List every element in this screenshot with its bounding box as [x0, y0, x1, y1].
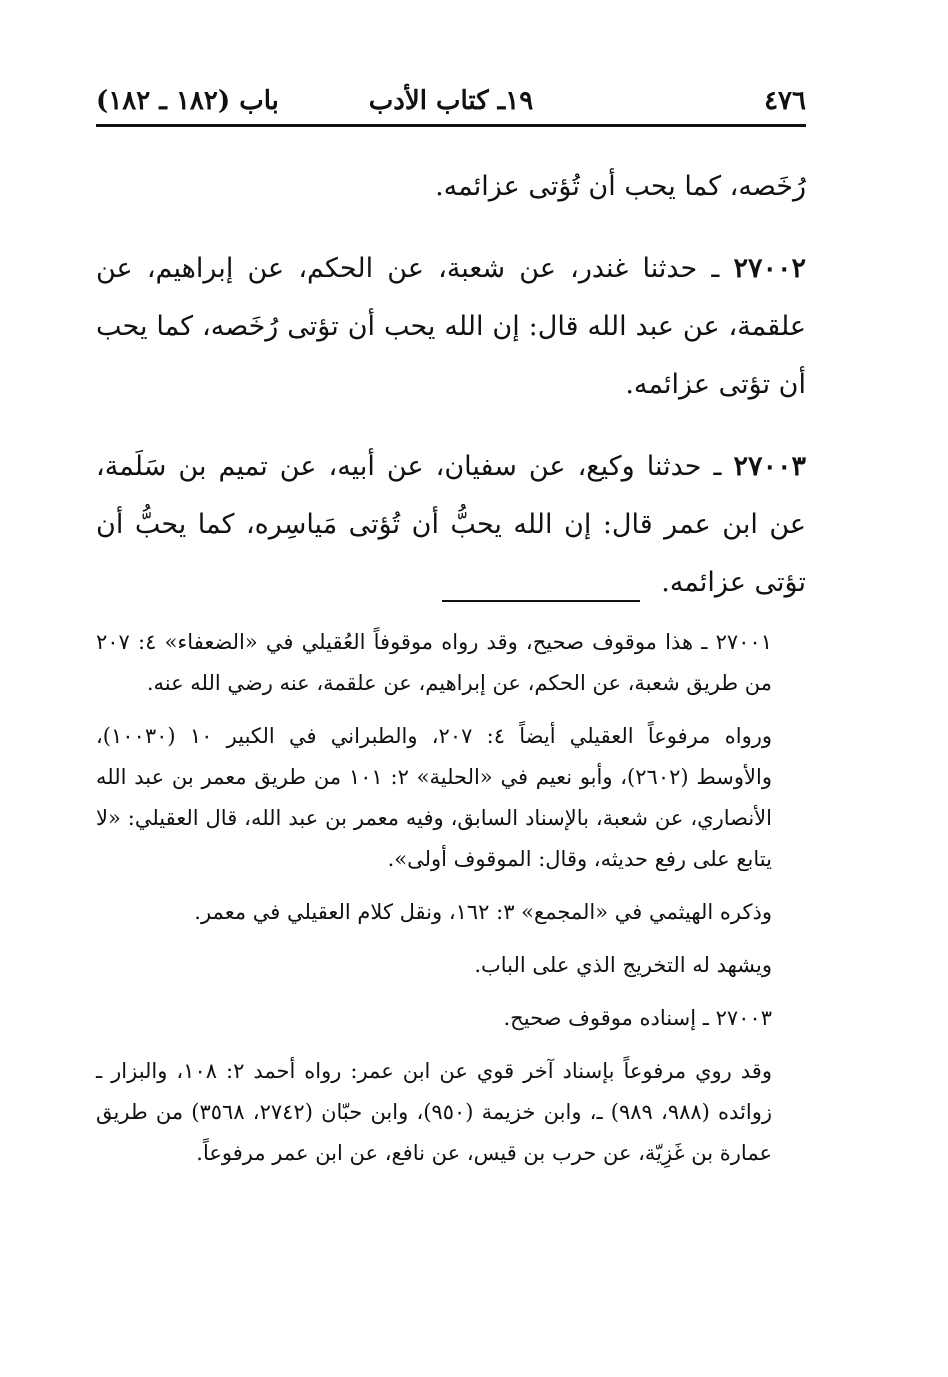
- hadith-number: ٢٧٠٠٢: [733, 253, 806, 284]
- footnote-witness: ويشهد له التخريج الذي على الباب.: [474, 953, 772, 977]
- footnote-separator: [442, 600, 640, 602]
- footnote-haythami: وذكره الهيثمي في «المجمع» ٣: ١٦٢، ونقل كلام العقيلي في معمر.: [194, 900, 772, 924]
- hadith-text: ـ حدثنا غندر، عن شعبة، عن الحكم، عن إبراهيم، عن علقمة، عن عبد الله قال: إن الله يحب أن تؤتى رُخَصه، كما يحب أن تؤتى عزائمه.: [96, 253, 806, 400]
- footnote-marfu: ورواه مرفوعاً العقيلي أيضاً ٤: ٢٠٧، والطبراني في الكبير ١٠ (١٠٠٣٠)، والأوسط (٢٦٠٢)، وأبو نعيم في «الحلية» ٢: ١٠١ من طريق معمر بن عبد الله الأنصاري، عن شعبة، بالإسناد السابق، وفيه معمر بن عبد الله، قال العقيلي: «لا يتابع على رفع حديثه، وقال: الموقوف أولى».: [96, 724, 772, 871]
- hadith-27003: [96, 438, 806, 612]
- footnotes: [96, 622, 806, 1186]
- hadith-text: ـ حدثنا وكيع، عن سفيان، عن أبيه، عن تميم بن سَلَمة، عن ابن عمر قال: إن الله يحبُّ أن تُؤتى مَياسِره، كما يحبُّ أن تؤتى عزائمه.: [96, 451, 806, 598]
- book-title: ١٩ـ كتاب الأدب: [368, 86, 534, 116]
- footnote-27001: ٢٧٠٠١ ـ هذا موقوف صحيح، وقد رواه موقوفاً العُقيلي في «الضعفاء» ٤: ٢٠٧ من طريق شعبة، عن الحكم، عن إبراهيم، عن علقمة، عنه رضي الله عنه.: [96, 630, 772, 695]
- footnote-27003: ٢٧٠٠٣ ـ إسناده موقوف صحيح.: [503, 1006, 772, 1030]
- running-header: [96, 76, 806, 126]
- hadith-number: ٢٧٠٠٣: [733, 451, 806, 482]
- continuation-paragraph: رُخَصه، كما يحب أن تُؤتى عزائمه.: [435, 171, 806, 202]
- header-rule: [96, 124, 806, 127]
- page-number: ٤٧٦: [764, 86, 806, 116]
- main-text: [96, 158, 806, 636]
- chapter-label: باب (١٨٢ ـ ١٨٢): [96, 86, 279, 116]
- footnote-marfu-ibn-umar: وقد روي مرفوعاً بإسناد آخر قوي عن ابن عمر: رواه أحمد ٢: ١٠٨، والبزار ـ زوائده (٩٨٨، ٩٨٩) ـ، وابن خزيمة (٩٥٠)، وابن حبّان (٢٧٤٢، ٣٥٦٨) من طريق عمارة بن غَزِيّة، عن حرب بن قيس، عن نافع، عن ابن عمر مرفوعاً.: [96, 1059, 773, 1165]
- hadith-27002: [96, 240, 806, 414]
